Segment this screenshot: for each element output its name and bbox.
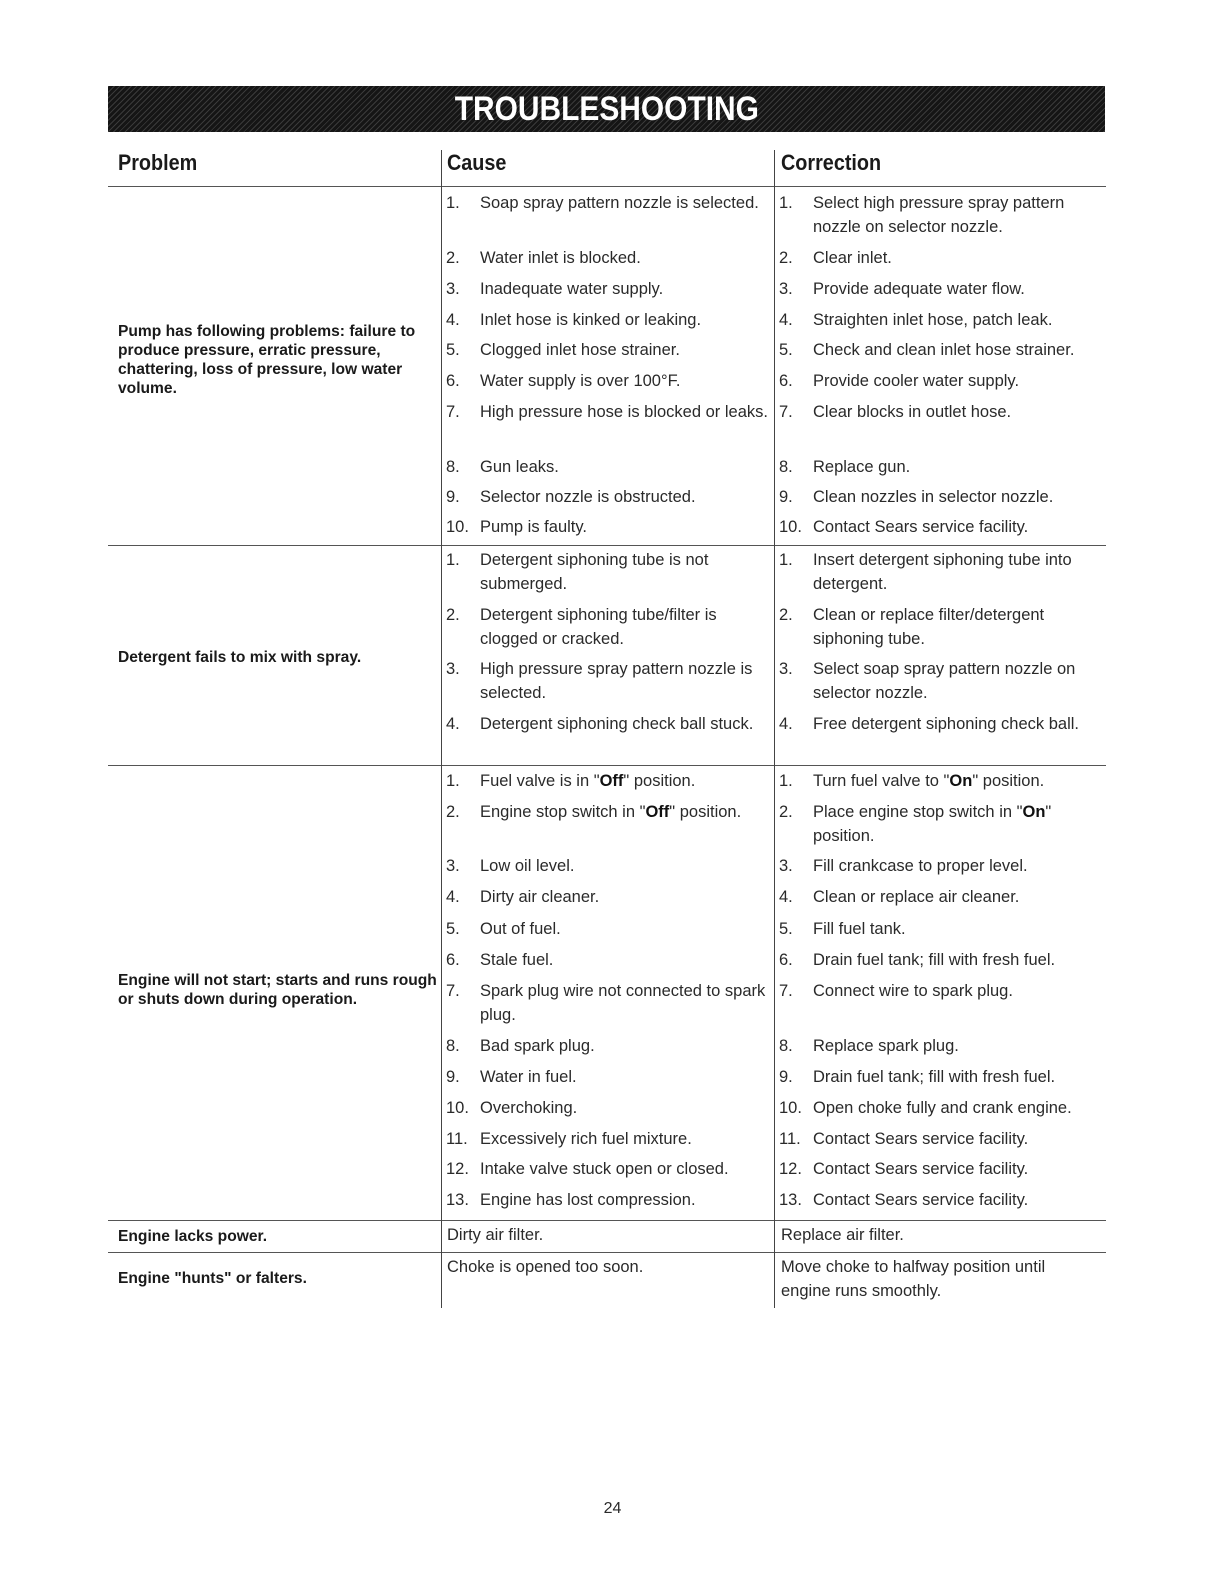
emphasized-keyword: On	[949, 772, 973, 790]
item-number: 8.	[446, 1037, 460, 1055]
item-number: 2.	[446, 803, 460, 821]
cause-item: 12. Intake valve stuck open or closed.	[446, 1157, 776, 1181]
correction-item: 3. Provide adequate water flow.	[779, 277, 1109, 301]
item-number: 3.	[779, 280, 793, 298]
correction-text: Replace air filter.	[781, 1226, 904, 1244]
cause-item: 2. Detergent siphoning tube/filter is clogged or cracked.	[446, 603, 776, 651]
item-number: 7.	[446, 982, 460, 1000]
item-number: 12.	[446, 1160, 469, 1178]
cause-item: 1. Fuel valve is in "Off" position.	[446, 769, 776, 793]
correction-item: 13. Contact Sears service facility.	[779, 1188, 1109, 1212]
item-number: 7.	[779, 982, 793, 1000]
item-number: 10.	[779, 518, 802, 536]
item-number: 2.	[446, 249, 460, 267]
correction-item: 2. Clean or replace filter/detergent siphoning tube.	[779, 603, 1109, 651]
item-number: 4.	[446, 888, 460, 906]
item-number: 2.	[779, 606, 793, 624]
item-number: 2.	[779, 249, 793, 267]
page-title: TROUBLESHOOTING	[454, 89, 759, 128]
problem-text: Engine "hunts" or falters.	[118, 1270, 307, 1287]
problem-text: Pump has following problems: failure to produce pressure, erratic pressure, chattering, loss of pressure, low water volume.	[118, 323, 416, 397]
correction-item: 7. Connect wire to spark plug.	[779, 979, 1109, 1003]
cause-item: 2. Water inlet is blocked.	[446, 246, 776, 270]
correction-item: 8. Replace spark plug.	[779, 1034, 1109, 1058]
cause-item: 11. Excessively rich fuel mixture.	[446, 1127, 776, 1151]
page-number: 24	[603, 1500, 622, 1517]
item-number: 9.	[779, 1068, 793, 1086]
correction-item: 1. Turn fuel valve to "On" position.	[779, 769, 1109, 793]
item-number: 13.	[446, 1191, 469, 1209]
header-cause: Cause	[447, 150, 507, 175]
item-number: 3.	[779, 660, 793, 678]
problem-text: Engine will not start; starts and runs rough or shuts down during operation.	[118, 972, 437, 1008]
item-number: 8.	[779, 1037, 793, 1055]
problem-text: Detergent fails to mix with spray.	[118, 649, 362, 666]
correction-item: 2. Place engine stop switch in "On" position.	[779, 800, 1109, 848]
correction-item: 3. Fill crankcase to proper level.	[779, 854, 1109, 878]
item-number: 1.	[779, 194, 793, 212]
item-number: 1.	[779, 551, 793, 569]
cause-item: 5. Out of fuel.	[446, 917, 776, 941]
header-correction: Correction	[781, 150, 882, 175]
item-number: 8.	[779, 458, 793, 476]
cause-item: 6. Water supply is over 100°F.	[446, 369, 776, 393]
title-banner	[108, 86, 1105, 132]
cause-item: 3. Inadequate water supply.	[446, 277, 776, 301]
cause-item: 2. Engine stop switch in "Off" position.	[446, 800, 776, 824]
cause-item: 7. High pressure hose is blocked or leaks.	[446, 400, 776, 424]
correction-item: 5. Check and clean inlet hose strainer.	[779, 338, 1109, 362]
cause-item: 5. Clogged inlet hose strainer.	[446, 338, 776, 362]
correction-item: 9. Drain fuel tank; fill with fresh fuel.	[779, 1065, 1109, 1089]
item-number: 6.	[779, 372, 793, 390]
item-number: 5.	[446, 920, 460, 938]
item-number: 5.	[446, 341, 460, 359]
item-number: 5.	[779, 920, 793, 938]
item-number: 11.	[446, 1130, 468, 1148]
item-number: 5.	[779, 341, 793, 359]
correction-item: 4. Straighten inlet hose, patch leak.	[779, 308, 1109, 332]
cause-item: 9. Selector nozzle is obstructed.	[446, 485, 776, 509]
item-number: 3.	[446, 280, 460, 298]
item-number: 3.	[446, 660, 460, 678]
item-number: 4.	[446, 311, 460, 329]
item-number: 1.	[446, 772, 460, 790]
correction-item: 11. Contact Sears service facility.	[779, 1127, 1109, 1151]
item-number: 6.	[446, 951, 460, 969]
correction-item: 8. Replace gun.	[779, 455, 1109, 479]
correction-item: 4. Free detergent siphoning check ball.	[779, 712, 1109, 736]
correction-item: 10. Open choke fully and crank engine.	[779, 1096, 1109, 1120]
correction-item: 2. Clear inlet.	[779, 246, 1109, 270]
item-number: 3.	[779, 857, 793, 875]
cause-item: 9. Water in fuel.	[446, 1065, 776, 1089]
correction-item: 5. Fill fuel tank.	[779, 917, 1109, 941]
cause-text: Choke is opened too soon.	[447, 1258, 644, 1276]
cause-item: 10. Pump is faulty.	[446, 515, 776, 539]
item-number: 6.	[446, 372, 460, 390]
emphasized-keyword: On	[1022, 803, 1046, 821]
correction-text: Move choke to halfway position until engine runs smoothly.	[781, 1258, 1046, 1300]
item-number: 11.	[779, 1130, 801, 1148]
item-number: 1.	[779, 772, 793, 790]
cause-item: 8. Bad spark plug.	[446, 1034, 776, 1058]
cause-item: 1. Soap spray pattern nozzle is selected.	[446, 191, 776, 215]
cause-item: 4. Detergent siphoning check ball stuck.	[446, 712, 776, 736]
header-rule	[108, 186, 1106, 187]
cause-item: 8. Gun leaks.	[446, 455, 776, 479]
item-number: 9.	[446, 1068, 460, 1086]
item-number: 4.	[779, 311, 793, 329]
item-number: 10.	[446, 518, 469, 536]
correction-item: 10. Contact Sears service facility.	[779, 515, 1109, 539]
item-number: 2.	[446, 606, 460, 624]
item-number: 9.	[446, 488, 460, 506]
section-divider	[108, 545, 1106, 546]
item-number: 1.	[446, 551, 460, 569]
item-number: 1.	[446, 194, 460, 212]
item-number: 3.	[446, 857, 460, 875]
cause-item: 4. Inlet hose is kinked or leaking.	[446, 308, 776, 332]
item-number: 7.	[779, 403, 793, 421]
column-divider	[441, 150, 442, 1308]
correction-item: 12. Contact Sears service facility.	[779, 1157, 1109, 1181]
item-number: 4.	[779, 888, 793, 906]
item-number: 9.	[779, 488, 793, 506]
cause-item: 4. Dirty air cleaner.	[446, 885, 776, 909]
section-divider	[108, 1252, 1106, 1253]
problem-text: Engine lacks power.	[118, 1228, 268, 1245]
item-number: 7.	[446, 403, 460, 421]
cause-item: 3. High pressure spray pattern nozzle is selected.	[446, 657, 776, 705]
cause-item: 10. Overchoking.	[446, 1096, 776, 1120]
cause-item: 3. Low oil level.	[446, 854, 776, 878]
item-number: 12.	[779, 1160, 802, 1178]
header-problem: Problem	[118, 150, 198, 175]
correction-item: 4. Clean or replace air cleaner.	[779, 885, 1109, 909]
item-number: 4.	[779, 715, 793, 733]
item-number: 2.	[779, 803, 793, 821]
cause-item: 7. Spark plug wire not connected to spark plug.	[446, 979, 776, 1027]
correction-item: 3. Select soap spray pattern nozzle on selector nozzle.	[779, 657, 1109, 705]
correction-item: 7. Clear blocks in outlet hose.	[779, 400, 1109, 424]
correction-item: 6. Drain fuel tank; fill with fresh fuel.	[779, 948, 1109, 972]
item-number: 10.	[779, 1099, 802, 1117]
item-number: 8.	[446, 458, 460, 476]
cause-text: Dirty air filter.	[447, 1226, 544, 1244]
cause-item: 13. Engine has lost compression.	[446, 1188, 776, 1212]
item-number: 13.	[779, 1191, 802, 1209]
emphasized-keyword: Off	[599, 772, 624, 790]
cause-item: 6. Stale fuel.	[446, 948, 776, 972]
section-divider	[108, 1220, 1106, 1221]
correction-item: 6. Provide cooler water supply.	[779, 369, 1109, 393]
emphasized-keyword: Off	[645, 803, 670, 821]
item-number: 4.	[446, 715, 460, 733]
cause-item: 1. Detergent siphoning tube is not submerged.	[446, 548, 776, 596]
correction-item: 1. Insert detergent siphoning tube into detergent.	[779, 548, 1109, 596]
section-divider	[108, 765, 1106, 766]
correction-item: 1. Select high pressure spray pattern nozzle on selector nozzle.	[779, 191, 1109, 239]
item-number: 10.	[446, 1099, 469, 1117]
correction-item: 9. Clean nozzles in selector nozzle.	[779, 485, 1109, 509]
item-number: 6.	[779, 951, 793, 969]
